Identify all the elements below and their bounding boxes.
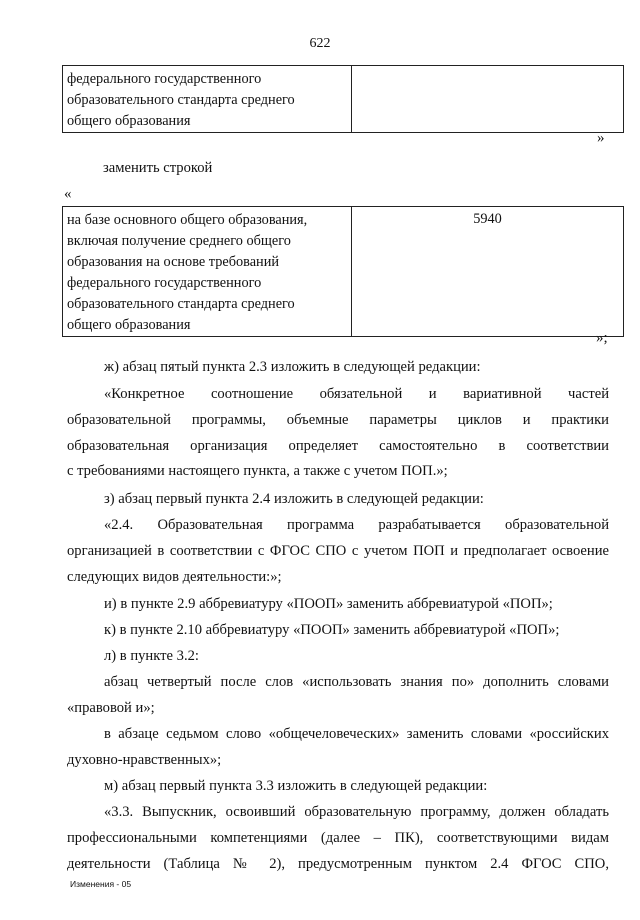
- paragraph-line: м) абзац первый пункта 3.3 изложить в следующей редакции:: [104, 778, 488, 794]
- table-cell-text: [63, 207, 352, 337]
- paragraph-line: духовно-нравственных»;: [67, 752, 222, 768]
- table-cell-value: [352, 207, 624, 337]
- table-fragment-top: [62, 65, 624, 133]
- paragraph-line: и) в пункте 2.9 аббревиатуру «ПООП» заменить аббревиатурой «ПОП»;: [104, 596, 553, 612]
- page-number: 622: [309, 36, 331, 51]
- cell-value: 5940: [473, 211, 502, 227]
- table-cell-text: [63, 66, 352, 133]
- table-row: [63, 66, 624, 133]
- paragraph-line: з) абзац первый пункта 2.4 изложить в следующей редакции:: [104, 491, 484, 507]
- paragraph-line: ж) абзац пятый пункта 2.3 изложить в следующей редакции:: [104, 359, 481, 375]
- cell-text: федерального государственного образовательного стандарта среднего общего образования: [67, 71, 295, 129]
- paragraph-line: абзац четвертый после слов «использовать знания по» дополнить словами: [104, 674, 609, 690]
- paragraph-line: «Конкретное соотношение обязательной и вариативной частей: [104, 386, 609, 402]
- cell-value: [352, 66, 623, 68]
- cell-text: на базе основного общего образования, включая получение среднего общего образования на основе требований федерального государственного образовательного стандарта среднего общего образования: [67, 212, 308, 333]
- paragraph-line: «3.3. Выпускник, освоивший образовательную программу, должен обладать: [104, 804, 609, 820]
- opening-quote: «: [64, 186, 72, 202]
- replace-with-line: заменить строкой: [103, 160, 213, 176]
- paragraph-line: л) в пункте 3.2:: [104, 648, 199, 664]
- closing-quote-1: »: [597, 130, 605, 146]
- paragraph-line: с требованиями настоящего пункта, а также с учетом ПОП.»;: [67, 463, 448, 479]
- paragraph-line: «2.4. Образовательная программа разрабатывается образовательной: [104, 517, 609, 533]
- paragraph-line: «правовой и»;: [67, 700, 155, 716]
- table-replacement: [62, 206, 624, 337]
- paragraph-line: образовательная организация определяет самостоятельно в соответствии: [67, 438, 609, 454]
- paragraph-line: в абзаце седьмом слово «общечеловеческих» заменить словами «российских: [104, 726, 609, 742]
- paragraph-line: профессиональными компетенциями (далее – ПК), соответствующими видам: [67, 830, 609, 846]
- paragraph-line: деятельности (Таблица № 2), предусмотренным пунктом 2.4 ФГОС СПО,: [67, 856, 609, 872]
- footer-revision-note: Изменения - 05: [70, 879, 132, 889]
- paragraph-line: организацией в соответствии с ФГОС СПО с учетом ПОП и предполагает освоение: [67, 543, 609, 559]
- table-cell-value: [352, 66, 624, 133]
- paragraph-line: следующих видов деятельности:»;: [67, 569, 282, 585]
- paragraph-line: образовательной программы, объемные параметры циклов и практики: [67, 412, 609, 428]
- paragraph-line: к) в пункте 2.10 аббревиатуру «ПООП» заменить аббревиатурой «ПОП»;: [104, 622, 560, 638]
- table-row: [63, 207, 624, 337]
- closing-quote-2: »;: [596, 330, 608, 346]
